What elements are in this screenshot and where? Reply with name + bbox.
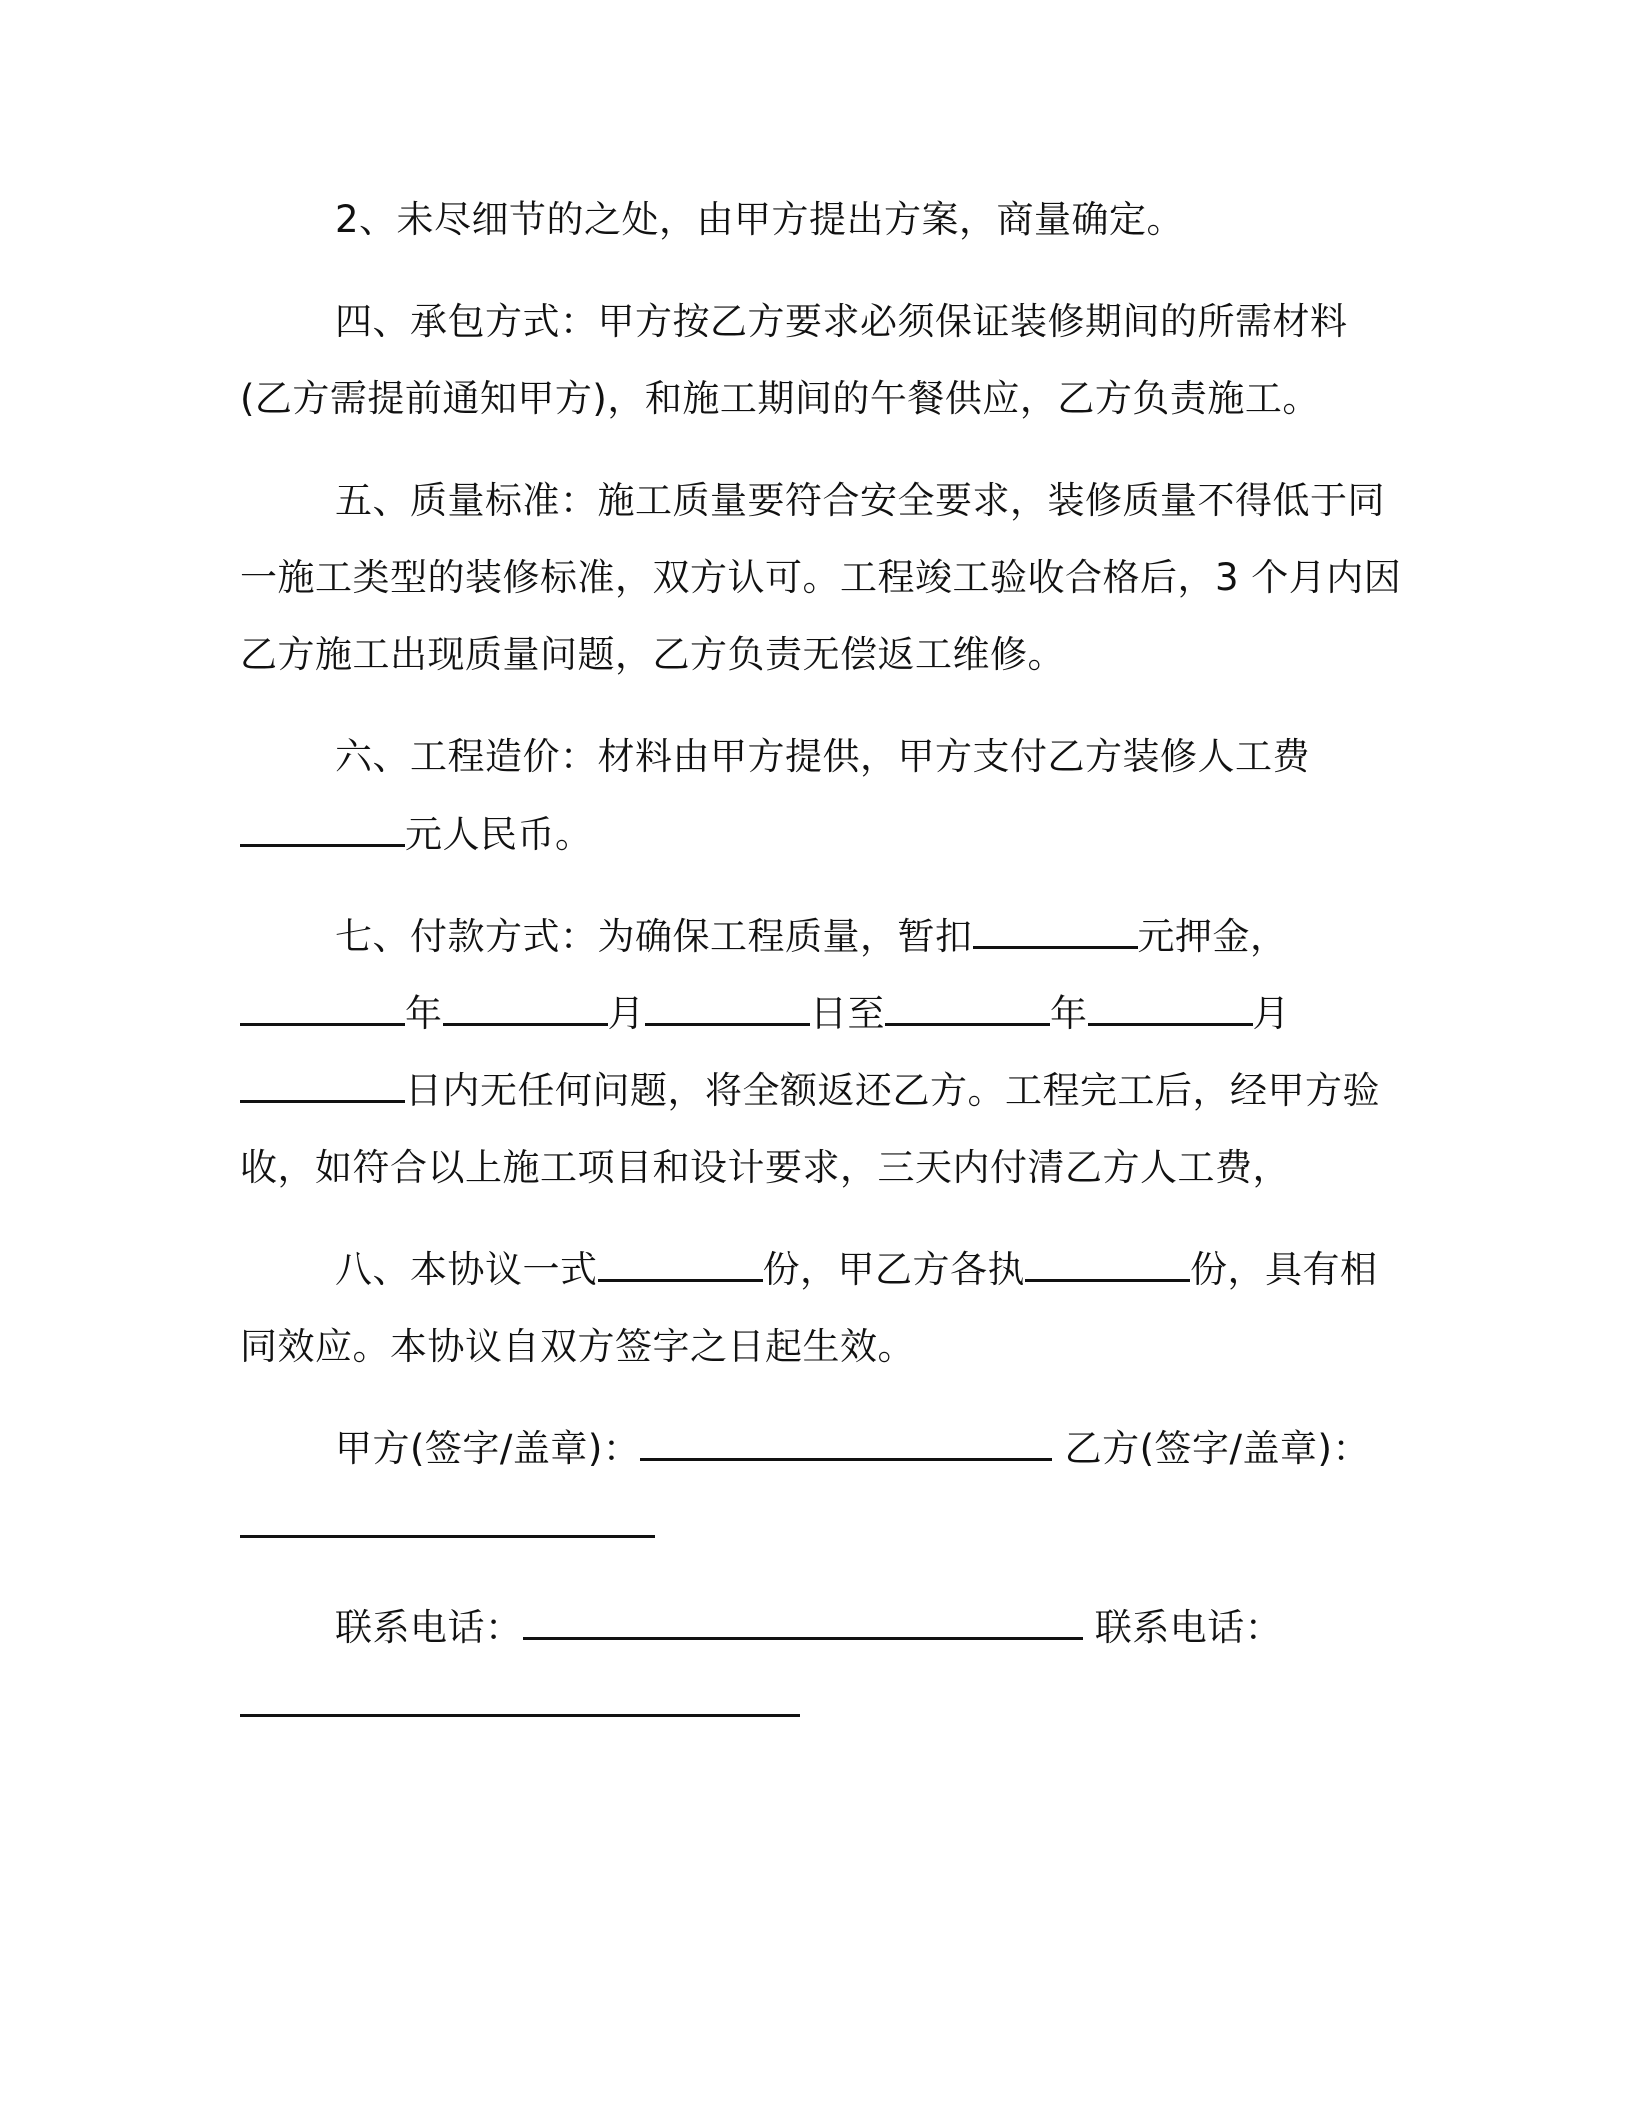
clause-7-prefix: 七、付款方式：为确保工程质量，暂扣 [335,915,973,958]
clause-7-line-1 [335,913,1495,961]
clause-6-line-1: 六、工程造价：材料由甲方提供，甲方支付乙方装修人工费 [335,735,1310,778]
signature-line [335,1425,1495,1473]
copies-each-blank [1025,1279,1190,1282]
clause-7-line-4: 收，如符合以上施工项目和设计要求，三天内付清乙方人工费， [240,1146,1290,1189]
fee-blank [240,844,405,847]
clause-4-line-1: 四、承包方式：甲方按乙方要求必须保证装修期间的所需材料 [335,300,1348,343]
start-month-blank [443,1023,608,1026]
clause-8-suffix: 份，具有相 [1190,1248,1378,1291]
end-year-blank [885,1023,1050,1026]
deposit-blank [973,946,1138,949]
contact-line [335,1604,1495,1652]
year-label: 年 [1050,992,1088,1035]
clause-7-deposit-suffix: 元押金， [1137,915,1288,958]
end-day-blank [240,1100,405,1103]
clause-8-line-2: 同效应。本协议自双方签字之日起生效。 [240,1325,915,1368]
clause-7-line-3 [240,1067,1400,1115]
end-month-blank [1088,1023,1253,1026]
clause-5-line-1: 五、质量标准：施工质量要符合安全要求，装修质量不得低于同 [335,479,1385,522]
party-a-signature-label: 甲方(签字/盖章)： [335,1427,641,1470]
party-b-signature-label: 乙方(签字/盖章)： [1064,1427,1370,1470]
month-label: 月 [607,992,645,1035]
clause-7-line-2 [240,990,1400,1038]
clause-7-line-3-text: 日内无任何问题，将全额返还乙方。工程完工后，经甲方验 [405,1069,1380,1112]
clause-4-line-2: (乙方需提前通知甲方)，和施工期间的午餐供应，乙方负责施工。 [240,377,1320,420]
day-to-label: 日至 [810,992,885,1035]
clause-8-mid: 份，甲乙方各执 [762,1248,1025,1291]
start-day-blank [645,1023,810,1026]
clause-8-line-1 [335,1246,1495,1294]
copies-total-blank [598,1279,763,1282]
party-b-phone-label: 联系电话： [1094,1606,1283,1649]
clause-5-line-3: 乙方施工出现质量问题，乙方负责无偿返工维修。 [240,633,1065,676]
party-b-phone-line [240,1681,1400,1729]
party-a-phone-label: 联系电话： [335,1606,523,1649]
party-b-signature-blank [240,1535,655,1538]
party-b-phone-blank [240,1714,800,1717]
clause-5-line-2: 一施工类型的装修标准，双方认可。工程竣工验收合格后，3 个月内因 [240,556,1402,599]
party-a-phone-blank [523,1637,1083,1640]
clause-6-line-2 [240,811,1400,859]
clause-6-suffix: 元人民币。 [405,813,593,856]
clause-8-prefix: 八、本协议一式 [335,1248,598,1291]
party-b-signature-line [240,1502,1400,1550]
month-label: 月 [1252,992,1290,1035]
year-label: 年 [405,992,443,1035]
party-a-signature-blank [640,1458,1052,1461]
start-year-blank [240,1023,405,1026]
clause-2: 2、未尽细节的之处，由甲方提出方案，商量确定。 [335,198,1185,241]
